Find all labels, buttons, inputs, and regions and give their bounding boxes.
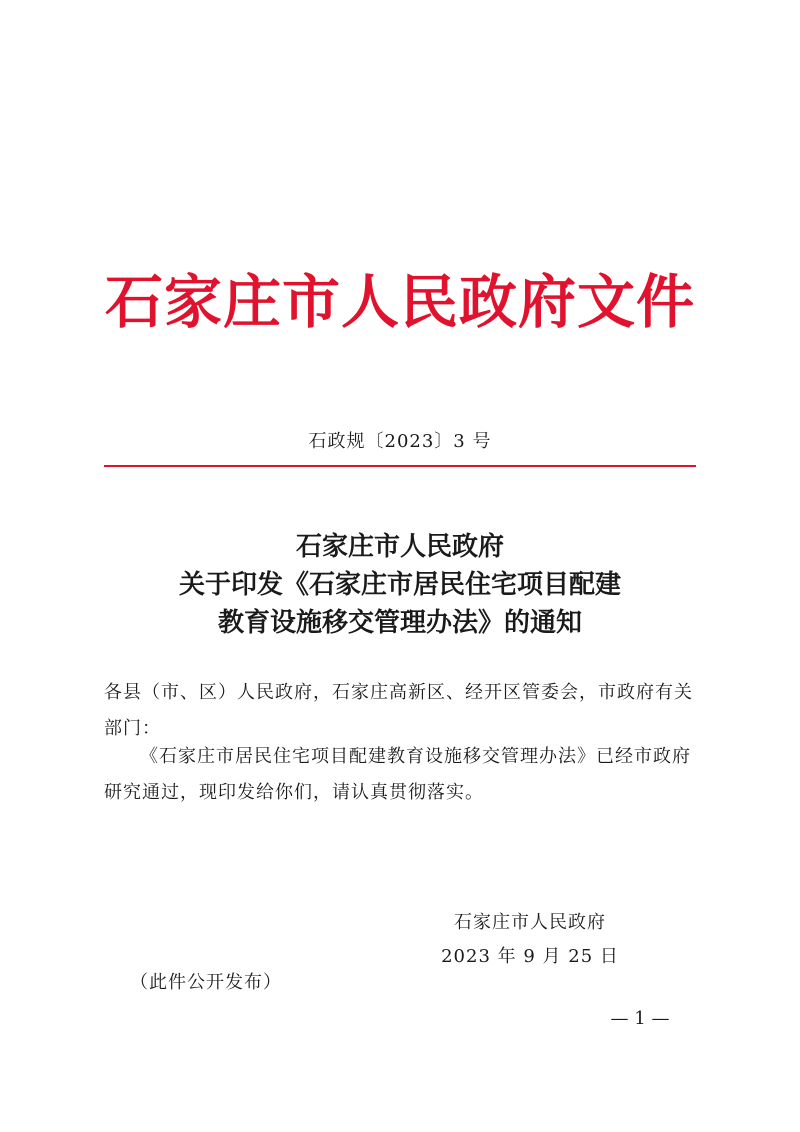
title-line-3: 教育设施移交管理办法》的通知 bbox=[217, 608, 582, 638]
title-line-1: 石家庄市人民政府 bbox=[295, 532, 504, 562]
title-line-2: 关于印发《石家庄市居民住宅项目配建 bbox=[178, 570, 621, 600]
body-paragraph: 《石家庄市居民住宅项目配建教育设施移交管理办法》已经市政府研究通过，现印发给你们，请认真贯彻落实。 bbox=[104, 746, 691, 803]
signature-block bbox=[420, 906, 640, 974]
public-release-note: （此件公开发布） bbox=[130, 972, 282, 993]
issuer-name: 石家庄市人民政府 bbox=[454, 912, 606, 933]
issue-date: 2023 年 9 月 25 日 bbox=[441, 946, 619, 967]
red-separator-rule bbox=[104, 465, 696, 467]
page-number: — 1 — bbox=[610, 1008, 670, 1029]
document-title bbox=[0, 528, 800, 642]
document-number: 石政规〔2023〕3 号 bbox=[308, 431, 492, 452]
addressee: 各县（市、区）人民政府，石家庄高新区、经开区管委会，市政府有关部门： bbox=[104, 682, 693, 739]
document-masthead: 石家庄市人民政府文件 bbox=[104, 268, 695, 336]
